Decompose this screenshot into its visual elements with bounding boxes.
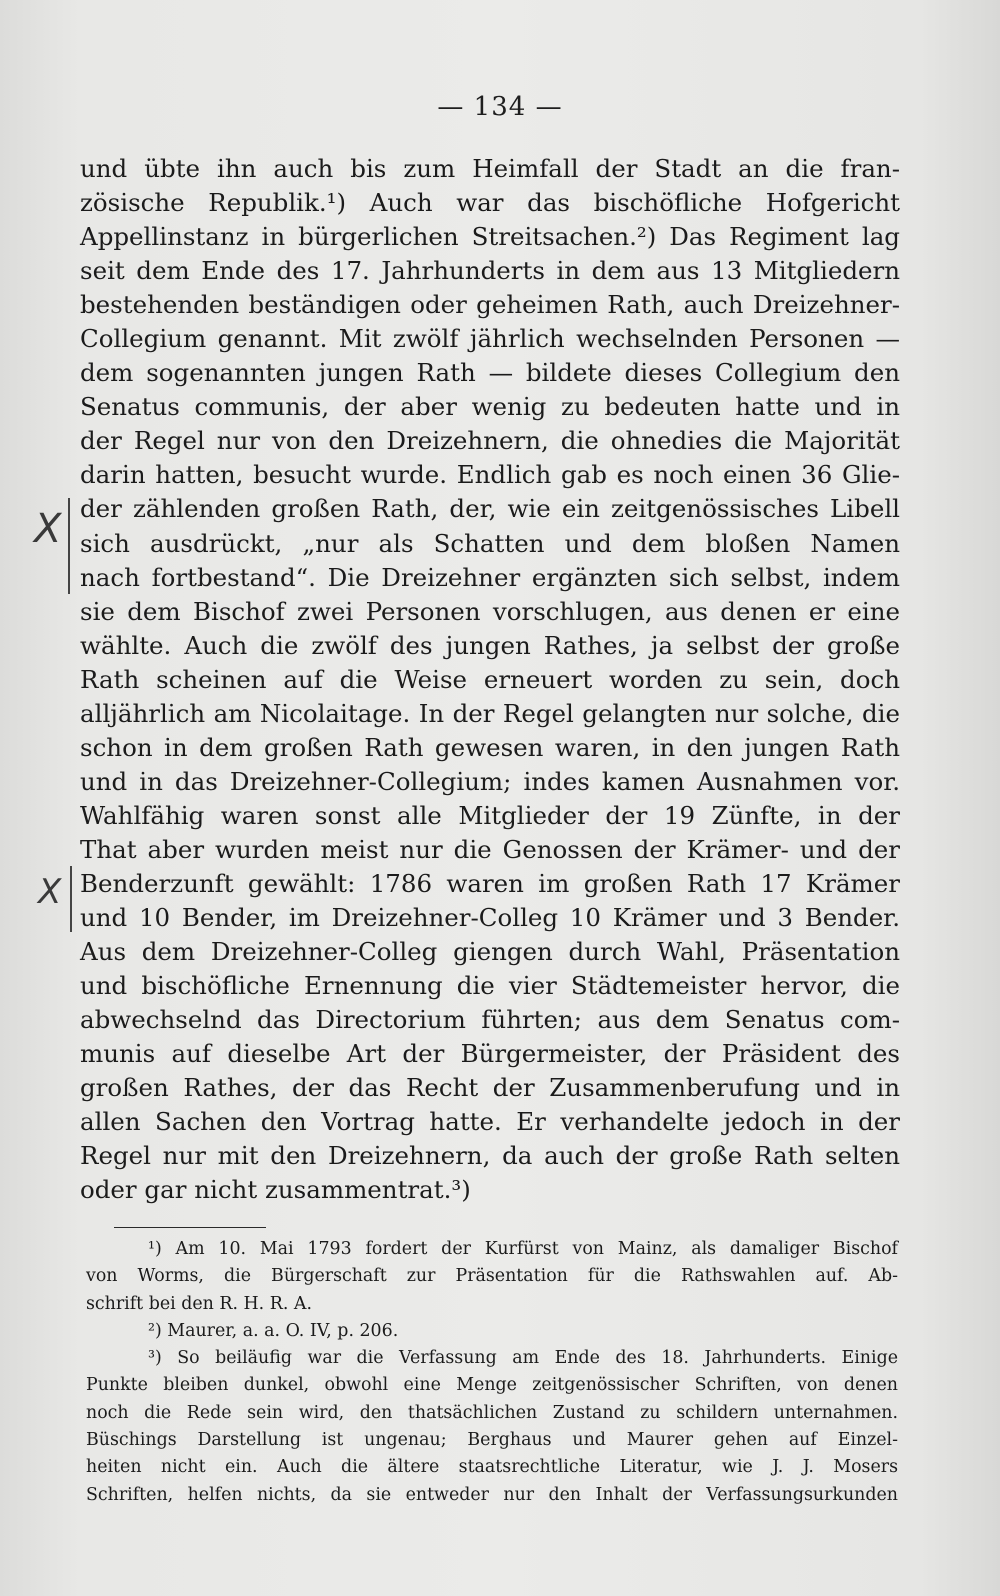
margin-annotation-x-2: X [38,872,62,912]
body-line: darin hatten, besucht wurde. Endlich gab es noch einen 36 Glie- [80,460,900,490]
body-line: Collegium genannt. Mit zwölf jährlich wechselnden Personen — [80,324,900,354]
body-line: der Regel nur von den Dreizehnern, die ohnedies die Majorität [80,426,900,456]
body-line: munis auf dieselbe Art der Bürgermeister, der Präsident des [80,1039,900,1069]
body-line: Regel nur mit den Dreizehnern, da auch der große Rath selten [80,1141,900,1171]
body-line: schon in dem großen Rath gewesen waren, in den jungen Rath [80,732,900,762]
body-line: sich ausdrückt, „nur als Schatten und dem bloßen Namen [80,528,900,558]
footnote-line: Schriften, helfen nichts, da sie entweder nur den Inhalt der Verfassungsurkunden [86,1484,898,1505]
body-line: zösische Republik.¹) Auch war das bischöfliche Hofgericht [80,188,900,218]
footnote-line: schrift bei den R. H. R. A. [86,1293,312,1314]
footnote-line: ²) Maurer, a. a. O. IV, p. 206. [148,1320,399,1341]
body-line: wählte. Auch die zwölf des jungen Rathes, ja selbst der große [80,630,900,660]
body-line: nach fortbestand“. Die Dreizehner ergänzten sich selbst, indem [80,562,900,592]
footnote-line: Punkte bleiben dunkel, obwohl eine Menge zeitgenössischer Schriften, von denen [86,1375,898,1396]
body-line: allen Sachen den Vortrag hatte. Er verhandelte jedoch in der [80,1107,900,1137]
body-line: großen Rathes, der das Recht der Zusammenberufung und in [80,1073,900,1103]
body-line: That aber wurden meist nur die Genossen der Krämer- und der [80,834,900,864]
margin-annotation-bar-2 [70,866,72,932]
body-line: dem sogenannten jungen Rath — bildete dieses Collegium den [80,358,900,388]
body-line: sie dem Bischof zwei Personen vorschlugen, aus denen er eine [80,596,900,626]
margin-annotation-bar-1 [68,498,70,594]
body-line: Senatus communis, der aber wenig zu bedeuten hatte und in [80,392,900,422]
body-line: und übte ihn auch bis zum Heimfall der Stadt an die fran- [80,154,900,183]
body-line: alljährlich am Nicolaitage. In der Regel gelangten nur solche, die [80,698,900,728]
footnote-line: ¹) Am 10. Mai 1793 fordert der Kurfürst von Mainz, als damaliger Bischof [148,1239,898,1259]
body-line: Rath scheinen auf die Weise erneuert worden zu sein, doch [80,664,900,694]
body-text [80,152,900,1207]
footnote-line: Büschings Darstellung ist ungenau; Berghaus und Maurer gehen auf Einzel- [86,1430,898,1451]
body-line: seit dem Ende des 17. Jahrhunderts in dem aus 13 Mitgliedern [80,256,900,286]
footnotes [86,1236,898,1509]
body-line: oder gar nicht zusammentrat.³) [80,1175,471,1205]
footnote-line: ³) So beiläufig war die Verfassung am Ende des 18. Jahrhunderts. Einige [148,1348,898,1369]
body-line: Aus dem Dreizehner-Colleg giengen durch Wahl, Präsentation [80,937,900,967]
footnote-line: von Worms, die Bürgerschaft zur Präsentation für die Rathswahlen auf. Ab- [86,1266,898,1287]
body-line: der zählenden großen Rath, der, wie ein zeitgenössisches Libell [80,494,900,524]
body-line: und 10 Bender, im Dreizehner-Colleg 10 Krämer und 3 Bender. [80,903,900,933]
footnote-line: heiten nicht ein. Auch die ältere staatsrechtliche Literatur, wie J. J. Mosers [86,1457,898,1478]
body-line: und in das Dreizehner-Collegium; indes kamen Ausnahmen vor. [80,766,900,796]
body-line: abwechselnd das Directorium führten; aus dem Senatus com- [80,1005,900,1035]
body-line: Benderzunft gewählt: 1786 waren im großen Rath 17 Krämer [80,868,900,898]
footnote-separator [114,1227,266,1228]
body-line: und bischöfliche Ernennung die vier Städtemeister hervor, die [80,971,900,1001]
body-line: bestehenden beständigen oder geheimen Rath, auch Dreizehner- [80,290,900,320]
footnote-line: noch die Rede sein wird, den thatsächlichen Zustand zu schildern unternahmen. [86,1402,898,1423]
page-number: — 134 — [437,92,563,122]
body-line: Wahlfähig waren sonst alle Mitglieder der 19 Zünfte, in der [80,800,900,830]
margin-annotation-x-1: X [34,506,62,552]
body-line: Appellinstanz in bürgerlichen Streitsachen.²) Das Regiment lag [80,222,900,252]
